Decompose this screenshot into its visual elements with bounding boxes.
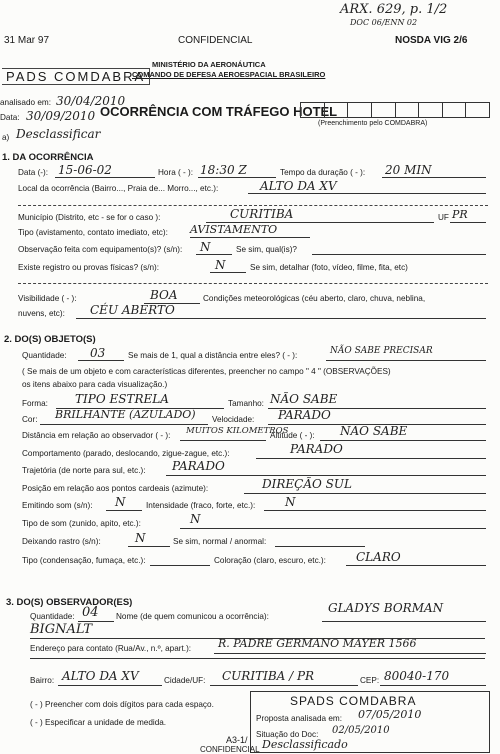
s3-nome-label: Nome (de quem comunicou a ocorrência):: [116, 612, 269, 621]
s2-pos-label: Posição em relação aos pontos cardeais (azimute):: [22, 484, 209, 493]
spads-stamp-title: SPADS COMDABRA: [290, 694, 417, 708]
comdabra-boxes: [300, 102, 490, 118]
s2-tiposom-label: Tipo de som (zunido, apito, etc.):: [22, 519, 141, 528]
archive-doc: DOC 06/ENN 02: [350, 18, 418, 27]
s2-rastro-label: Deixando rastro (s/n):: [22, 537, 101, 546]
analisado-value: 30/04/2010: [56, 94, 126, 108]
s2-traj-value: PARADO: [172, 459, 225, 473]
s2-qtd-label: Quantidade:: [22, 351, 67, 360]
s2-int-value: N: [285, 495, 296, 509]
note-units: ( - ) Especificar a unidade de medida.: [30, 718, 167, 727]
s3-cidade-label: Cidade/UF:: [164, 676, 206, 685]
s2-tiposom-value: N: [190, 512, 201, 526]
s1-duracao-value: 20 MIN: [385, 163, 432, 177]
data-meta-value: 30/09/2010: [26, 109, 96, 123]
s1-registro-extra-line: [18, 283, 488, 284]
s1-data-value: 15-06-02: [58, 163, 112, 177]
s2-comp-label: Comportamento (parado, deslocando, zigue-zague, etc.):: [22, 449, 230, 458]
s2-som-label: Emitindo som (s/n):: [22, 501, 93, 510]
s3-cep-label: CEP:: [360, 676, 380, 685]
s2-tam-label: Tamanho:: [228, 399, 264, 408]
s1-cond-label2: nuvens, etc):: [18, 309, 65, 318]
a-value: Desclassificar: [16, 127, 101, 141]
s1-tipo-label: Tipo (avistamento, contato imediato, etc):: [18, 228, 168, 237]
section2-title: 2. DO(S) OBJETO(S): [4, 334, 96, 345]
s1-uf-label: UF: [438, 213, 449, 222]
s1-municipio-value: CURITIBA: [230, 207, 294, 221]
s2-cor-value: BRILHANTE (AZULADO): [55, 408, 196, 421]
s2-qtd-value: 03: [90, 346, 106, 360]
s1-obs-label: Observação feita com equipamento(s)? (s/n):: [18, 245, 183, 254]
s3-end-line2: [30, 658, 485, 659]
spads-sit-value: 02/05/2010: [332, 725, 390, 736]
form-title: OCORRÊNCIA COM TRÁFEGO HOTEL: [100, 104, 338, 119]
s1-hora-value: 18:30 Z: [200, 163, 247, 177]
s2-vel-value: PARADO: [278, 408, 331, 422]
s1-local-value: ALTO DA XV: [260, 179, 337, 193]
header-classification: CONFIDENCIAL: [178, 35, 253, 46]
a-label: a): [2, 133, 10, 142]
s2-tiporastro-line: [150, 565, 210, 566]
data-meta-label: Data:: [0, 113, 20, 122]
s2-traj-label: Trajetória (de norte para sul, etc.):: [22, 466, 146, 475]
s2-vel-label: Velocidade:: [212, 415, 255, 424]
s3-bairro-label: Bairro:: [30, 676, 55, 685]
s3-end-value: R. PADRE GERMANO MAYER 1566: [218, 637, 417, 650]
s3-end-label: Endereço para contato (Rua/Av., n.º, apart.):: [30, 644, 192, 653]
s2-tam-value: NÃO SABE: [270, 392, 338, 406]
s1-obs-q-label: Se sim, qual(is)?: [236, 245, 297, 254]
spads-desc-value: Desclassificado: [262, 738, 348, 751]
s2-som-value: N: [115, 495, 126, 509]
s1-local-extra-line: [18, 205, 488, 206]
s1-cond-label: Condições meteorológicas (céu aberto, claro, chuva, neblina,: [203, 294, 426, 303]
s2-rastro-q-label: Se sim, normal / anormal:: [173, 537, 267, 546]
s2-comp-value: PARADO: [290, 442, 343, 456]
s1-duracao-label: Tempo da duração ( - ):: [280, 168, 366, 177]
s1-vis-value: BOA: [150, 288, 178, 302]
ministry-line2: COMANDO DE DEFESA AEROESPACIAL BRASILEIRO: [132, 70, 326, 79]
header-ref: NOSDA VIG 2/6: [395, 35, 468, 46]
s2-rastro-value: N: [135, 531, 146, 545]
s2-pos-value: DIREÇÃO SUL: [262, 477, 352, 491]
s1-data-label: Data (-):: [18, 168, 49, 177]
s1-registro-value: N: [215, 258, 226, 272]
section1-title: 1. DA OCORRÊNCIA: [2, 152, 94, 163]
spads-sit-label: Situação do Doc:: [256, 730, 319, 739]
s2-note1: ( Se mais de um objeto e com características diferentes, preencher no campo " 4 " (OBSERVAÇÕES): [22, 367, 391, 376]
ministry-line1: MINISTÉRIO DA AERONÁUTICA: [152, 60, 266, 69]
footer-classification: CONFIDENCIAL: [200, 745, 260, 754]
stamp-pads: PADS COMDABRA: [2, 68, 150, 85]
s2-note2: os itens abaixo para cada visualização.): [22, 380, 168, 389]
archive-ref: ARX. 629, p. 1/2: [340, 2, 448, 17]
s2-alt-value: NÃO SABE: [340, 424, 408, 438]
s1-hora-label: Hora ( - ):: [158, 168, 194, 177]
s1-tipo-value: AVISTAMENTO: [190, 223, 278, 236]
s1-local-label: Local da ocorrência (Bairro..., Praia de... Morro..., etc.):: [18, 184, 219, 193]
spads-prop-value: 07/05/2010: [358, 708, 422, 721]
s3-cep-value: 80040-170: [384, 669, 450, 683]
s2-color-value: CLARO: [356, 550, 401, 564]
s3-qtd-label: Quantidade:: [30, 612, 75, 621]
header-date: 31 Mar 97: [4, 35, 50, 46]
s3-qtd-value: 04: [82, 605, 99, 620]
s2-distobs-value: MUITOS KILOMETROS: [186, 426, 289, 436]
fill-note: (Preenchimento pelo COMDABRA): [318, 120, 428, 127]
s1-registro-label: Existe registro ou provas físicas? (s/n):: [18, 263, 160, 272]
s1-obs-value: N: [200, 240, 211, 254]
spads-prop-label: Proposta analisada em:: [256, 714, 343, 723]
footer-page: A3-1/: [226, 735, 248, 745]
s1-municipio-label: Município (Distrito, etc - se for o caso ):: [18, 213, 161, 222]
section3-title: 3. DO(S) OBSERVADOR(ES): [6, 597, 133, 608]
s1-vis-label: Visibilidade ( - ):: [18, 294, 77, 303]
s1-registro-q-label: Se sim, detalhar (foto, vídeo, filme, fita, etc): [250, 263, 408, 272]
s2-dist-label: Se mais de 1, qual a distância entre eles? ( - ):: [128, 351, 298, 360]
s2-rastro-q-line: [275, 546, 365, 547]
s2-alt-label: Altitude ( - ):: [270, 431, 315, 440]
note-digits: ( - ) Preencher com dois dígitos para cada espaço.: [30, 700, 214, 709]
s2-dist-value: NÃO SABE PRECISAR: [330, 346, 433, 356]
s3-bairro-value: ALTO DA XV: [62, 669, 139, 683]
s2-color-label: Coloração (claro, escuro, etc.):: [214, 556, 326, 565]
analisado-label: analisado em:: [0, 98, 51, 107]
s2-forma-label: Forma:: [22, 399, 48, 408]
s2-cor-label: Cor:: [22, 415, 38, 424]
s2-int-label: Intensidade (fraco, forte, etc.):: [146, 501, 256, 510]
s1-uf-value: PR: [452, 208, 468, 221]
s2-distobs-label: Distância em relação ao observador ( - ):: [22, 431, 171, 440]
s3-nome-value2: BIGNALT: [30, 622, 93, 637]
s2-tiporastro-label: Tipo (condensação, fumaça, etc.):: [22, 556, 146, 565]
s1-cond-value: CÉU ABERTO: [90, 303, 175, 317]
s3-nome-value: GLADYS BORMAN: [328, 601, 444, 615]
s2-forma-value: TIPO ESTRELA: [75, 392, 169, 406]
s3-cidade-value: CURITIBA / PR: [222, 669, 315, 683]
